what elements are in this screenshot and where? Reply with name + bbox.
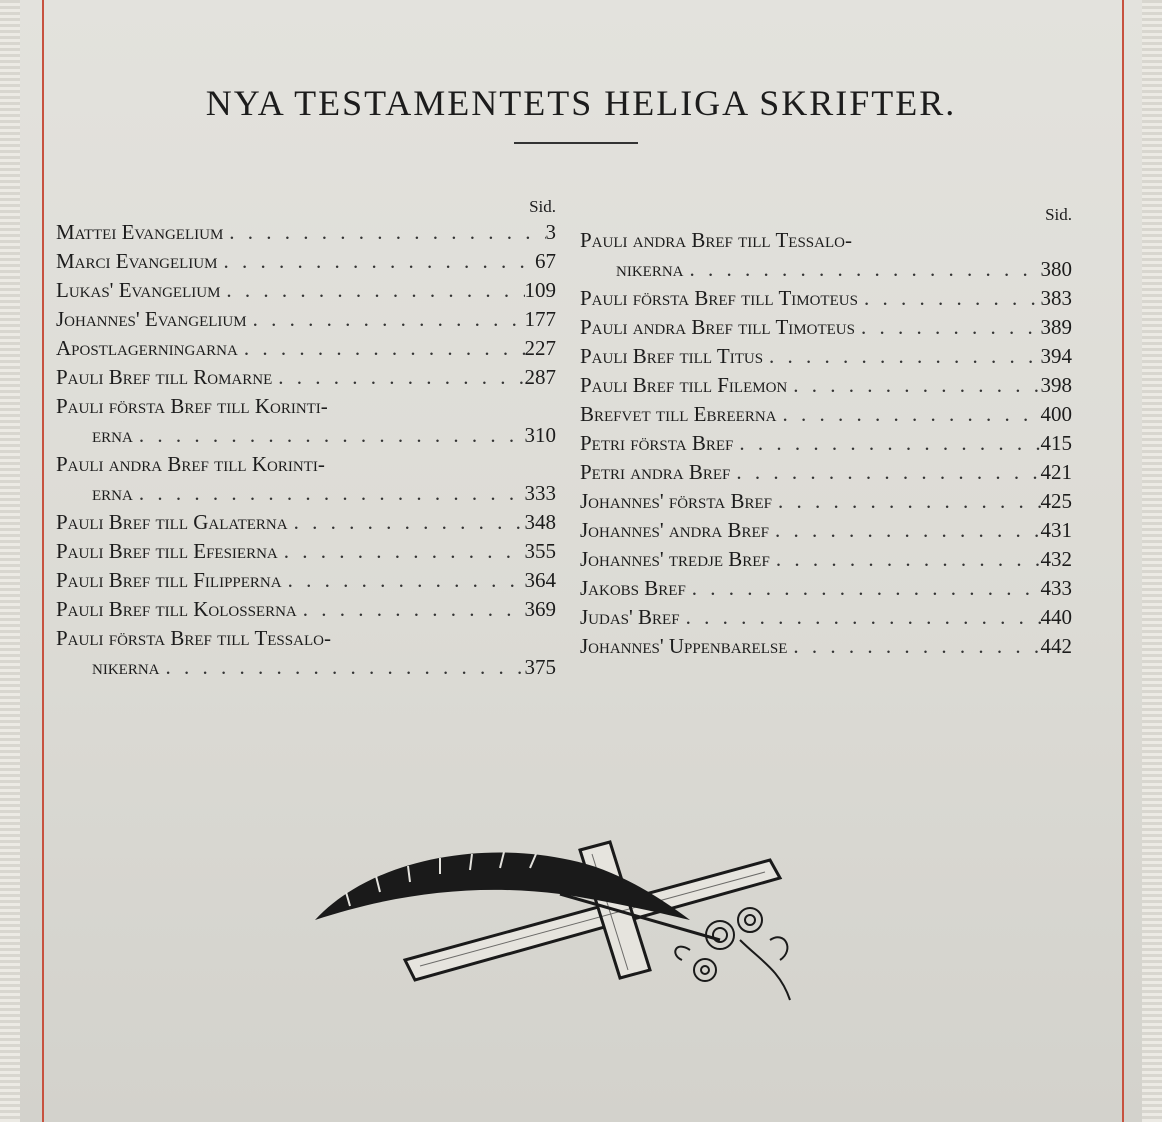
entry-line bbox=[580, 516, 1072, 545]
entry-page-number: 177 bbox=[524, 307, 556, 331]
leader-dots bbox=[769, 516, 1041, 545]
entry-title: Marci Evangelium bbox=[56, 249, 218, 273]
entry-title-continuation: nikerna bbox=[616, 257, 684, 281]
entry-page-number: 310 bbox=[524, 423, 556, 447]
entry-page-number: 380 bbox=[1040, 257, 1072, 281]
entry-title-continuation: nikerna bbox=[92, 655, 160, 679]
entry-title: Brefvet till Ebreerna bbox=[580, 402, 777, 426]
page-column-label: Sid. bbox=[529, 197, 556, 216]
entry-line bbox=[56, 276, 556, 305]
contents-entry bbox=[580, 603, 1072, 632]
entry-title: Pauli Bref till Titus bbox=[580, 344, 764, 368]
leader-dots bbox=[223, 218, 545, 247]
entry-title: Johannes' andra Bref bbox=[580, 518, 769, 542]
entry-title: Johannes' tredje Bref bbox=[580, 547, 770, 571]
page-edge-left bbox=[0, 0, 20, 1122]
entry-line bbox=[580, 284, 1072, 313]
entry-title: Pauli Bref till Efesierna bbox=[56, 539, 278, 563]
entry-page-number: 287 bbox=[524, 365, 556, 389]
contents-list-right bbox=[580, 226, 1072, 661]
page-edge-right bbox=[1142, 0, 1162, 1122]
contents-entry bbox=[56, 247, 556, 276]
entry-page-number: 364 bbox=[524, 568, 556, 592]
leader-dots bbox=[133, 421, 525, 450]
entry-page-number: 394 bbox=[1040, 344, 1072, 368]
leader-dots bbox=[730, 458, 1040, 487]
entry-title: Pauli Bref till Romarne bbox=[56, 365, 273, 389]
title-divider bbox=[514, 142, 638, 144]
entry-page-number: 109 bbox=[524, 278, 556, 302]
contents-entry bbox=[580, 313, 1072, 342]
leader-dots bbox=[288, 508, 525, 537]
entry-page-number: 3 bbox=[545, 220, 556, 244]
entry-page-number: 383 bbox=[1040, 286, 1072, 310]
red-margin-rule-left bbox=[42, 0, 44, 1122]
entry-line bbox=[56, 218, 556, 247]
entry-page-number: 442 bbox=[1040, 634, 1072, 658]
entry-line bbox=[580, 429, 1072, 458]
entry-line bbox=[56, 479, 556, 508]
entry-title-continuation: erna bbox=[92, 423, 133, 447]
entry-page-number: 433 bbox=[1040, 576, 1072, 600]
contents-entry bbox=[56, 218, 556, 247]
entry-title: Pauli andra Bref till Timoteus bbox=[580, 315, 855, 339]
contents-entry bbox=[56, 566, 556, 595]
entry-title: Pauli andra Bref till Tessalo- bbox=[580, 228, 852, 252]
leader-dots bbox=[220, 276, 524, 305]
entry-page-number: 375 bbox=[524, 655, 556, 679]
entry-line bbox=[56, 508, 556, 537]
entry-title: Johannes' första Bref bbox=[580, 489, 772, 513]
entry-line bbox=[56, 247, 556, 276]
entry-title: Johannes' Evangelium bbox=[56, 307, 247, 331]
contents-list-left bbox=[56, 218, 556, 682]
contents-entry bbox=[580, 516, 1072, 545]
entry-title: Jakobs Bref bbox=[580, 576, 686, 600]
leader-dots bbox=[777, 400, 1041, 429]
leader-dots bbox=[160, 653, 525, 682]
entry-line bbox=[580, 371, 1072, 400]
leader-dots bbox=[247, 305, 525, 334]
entry-line bbox=[580, 313, 1072, 342]
contents-entry bbox=[56, 305, 556, 334]
entry-title: Johannes' Uppenbarelse bbox=[580, 634, 788, 658]
contents-entry bbox=[580, 487, 1072, 516]
contents-entry bbox=[580, 429, 1072, 458]
leader-dots bbox=[238, 334, 525, 363]
entry-line bbox=[580, 255, 1072, 284]
entry-title: Pauli Bref till Galaterna bbox=[56, 510, 288, 534]
leader-dots bbox=[684, 255, 1041, 284]
leader-dots bbox=[787, 632, 1040, 661]
entry-page-number: 440 bbox=[1040, 605, 1072, 629]
contents-entry bbox=[56, 334, 556, 363]
entry-page-number: 355 bbox=[524, 539, 556, 563]
entry-line bbox=[580, 342, 1072, 371]
entry-page-number: 432 bbox=[1040, 547, 1072, 571]
entry-title: Petri första Bref bbox=[580, 431, 734, 455]
page-column-label: Sid. bbox=[1045, 205, 1072, 224]
entry-line bbox=[580, 545, 1072, 574]
entry-line bbox=[56, 363, 556, 392]
entry-page-number: 421 bbox=[1040, 460, 1072, 484]
entry-page-number: 333 bbox=[524, 481, 556, 505]
contents-entry bbox=[580, 545, 1072, 574]
leader-dots bbox=[772, 487, 1041, 516]
entry-title: Pauli Bref till Kolosserna bbox=[56, 597, 297, 621]
leader-dots bbox=[680, 603, 1041, 632]
entry-line bbox=[580, 458, 1072, 487]
contents-entry bbox=[580, 400, 1072, 429]
leader-dots bbox=[217, 247, 535, 276]
entry-line bbox=[580, 487, 1072, 516]
leader-dots bbox=[858, 284, 1041, 313]
entry-page-number: 369 bbox=[524, 597, 556, 621]
leader-dots bbox=[686, 574, 1041, 603]
entry-page-number: 348 bbox=[524, 510, 556, 534]
leader-dots bbox=[272, 363, 524, 392]
entry-title: Pauli andra Bref till Korinti- bbox=[56, 452, 325, 476]
entry-title: Mattei Evangelium bbox=[56, 220, 224, 244]
leader-dots bbox=[133, 479, 525, 508]
contents-entry bbox=[580, 632, 1072, 661]
entry-page-number: 389 bbox=[1040, 315, 1072, 339]
contents-entry bbox=[580, 342, 1072, 371]
entry-title: Judas' Bref bbox=[580, 605, 680, 629]
entry-line bbox=[56, 653, 556, 682]
contents-entry bbox=[580, 226, 1072, 284]
entry-line bbox=[56, 305, 556, 334]
leader-dots bbox=[855, 313, 1041, 342]
contents-entry bbox=[56, 276, 556, 305]
leader-dots bbox=[282, 566, 525, 595]
contents-entry bbox=[56, 537, 556, 566]
entry-title: Apostlagerningarna bbox=[56, 336, 238, 360]
entry-line bbox=[56, 334, 556, 363]
entry-title-continuation: erna bbox=[92, 481, 133, 505]
entry-line bbox=[580, 603, 1072, 632]
contents-entry bbox=[580, 458, 1072, 487]
leader-dots bbox=[297, 595, 525, 624]
contents-entry bbox=[56, 450, 556, 508]
entry-title: Pauli Bref till Filemon bbox=[580, 373, 788, 397]
page-title: NYA TESTAMENTETS HELIGA SKRIFTER. bbox=[205, 83, 957, 123]
entry-page-number: 425 bbox=[1040, 489, 1072, 513]
red-margin-rule-right bbox=[1122, 0, 1124, 1122]
entry-line bbox=[56, 595, 556, 624]
entry-title: Petri andra Bref bbox=[580, 460, 731, 484]
contents-column-right bbox=[580, 204, 1072, 661]
leader-dots bbox=[733, 429, 1040, 458]
entry-line bbox=[580, 400, 1072, 429]
entry-page-number: 67 bbox=[535, 249, 556, 273]
contents-column-left bbox=[56, 196, 556, 682]
entry-line bbox=[56, 421, 556, 450]
contents-entry bbox=[580, 574, 1072, 603]
entry-page-number: 400 bbox=[1040, 402, 1072, 426]
entry-title: Pauli första Bref till Korinti- bbox=[56, 394, 328, 418]
leader-dots bbox=[278, 537, 525, 566]
entry-title: Pauli första Bref till Timoteus bbox=[580, 286, 858, 310]
cross-quill-roses-icon bbox=[310, 820, 810, 1020]
entry-title: Pauli första Bref till Tessalo- bbox=[56, 626, 331, 650]
contents-entry bbox=[56, 624, 556, 682]
entry-line bbox=[56, 566, 556, 595]
leader-dots bbox=[787, 371, 1040, 400]
entry-line bbox=[56, 537, 556, 566]
entry-line bbox=[580, 632, 1072, 661]
contents-entry bbox=[56, 508, 556, 537]
entry-page-number: 431 bbox=[1040, 518, 1072, 542]
entry-line bbox=[580, 574, 1072, 603]
contents-entry bbox=[56, 595, 556, 624]
contents-entry bbox=[580, 284, 1072, 313]
entry-page-number: 398 bbox=[1040, 373, 1072, 397]
contents-entry bbox=[56, 392, 556, 450]
contents-entry bbox=[56, 363, 556, 392]
contents-entry bbox=[580, 371, 1072, 400]
entry-title: Pauli Bref till Filipperna bbox=[56, 568, 282, 592]
entry-page-number: 227 bbox=[524, 336, 556, 360]
entry-page-number: 415 bbox=[1040, 431, 1072, 455]
leader-dots bbox=[763, 342, 1040, 371]
leader-dots bbox=[770, 545, 1041, 574]
entry-title: Lukas' Evangelium bbox=[56, 278, 221, 302]
